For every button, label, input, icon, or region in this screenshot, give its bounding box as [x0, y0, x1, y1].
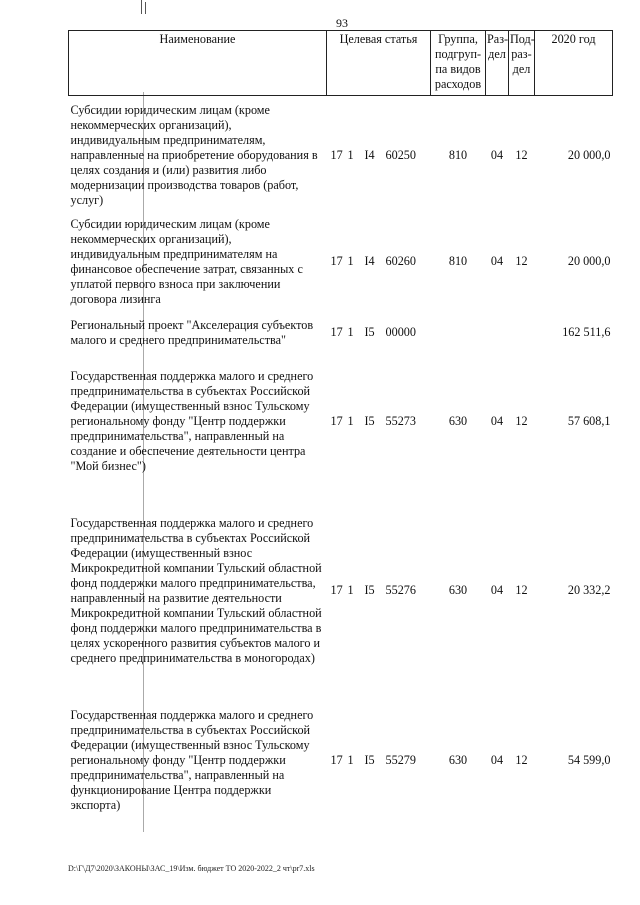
cs-program: 17	[330, 325, 343, 339]
row-amount: 57 608,1	[567, 414, 611, 428]
table-row	[69, 96, 613, 216]
cs-program: 17	[330, 414, 343, 428]
table-row	[69, 216, 613, 308]
cs-program: 17	[330, 753, 343, 767]
cs-subprogram: 1	[347, 254, 354, 268]
scan-artifact-line	[145, 2, 146, 14]
row-group: 630	[448, 583, 468, 597]
row-subsection: 12	[515, 148, 528, 163]
row-section: 04	[490, 753, 504, 767]
row-name: Государственная поддержка малого и среднего предпринимательства в субъектах Российской Федерации (имущественный взнос Тульскому региональному фонду "Центр поддержки предпринимательства", направленный на функционирование Центра поддержки экспорта)	[70, 708, 314, 812]
cs-project: I5	[364, 583, 375, 597]
row-amount: 54 599,0	[567, 753, 611, 767]
cs-project: I5	[364, 414, 375, 428]
header-target-article: Целевая статья	[327, 31, 431, 96]
cs-project: I4	[364, 254, 375, 268]
header-year: 2020 год	[535, 31, 613, 96]
row-name: Субсидии юридическим лицам (кроме некоммерческих организаций), индивидуальным предпринимателям, направленные на приобретение оборудования в целях создания и (или) развития либо модернизации производства товаров (работ, услуг)	[70, 103, 318, 208]
scan-artifact-line	[141, 0, 142, 14]
row-section: 04	[490, 148, 504, 163]
cs-project: I5	[364, 753, 375, 767]
table-row	[69, 696, 613, 826]
row-subsection: 12	[515, 254, 528, 268]
table-row	[69, 308, 613, 358]
cs-direction: 55273	[385, 414, 416, 428]
row-amount: 162 511,6	[562, 325, 611, 339]
row-subsection: 12	[515, 414, 528, 428]
cs-direction: 55276	[385, 583, 416, 597]
row-section: 04	[490, 583, 504, 597]
row-section: 04	[490, 254, 504, 268]
page-number: 93	[336, 16, 348, 30]
cs-subprogram: 1	[347, 148, 354, 163]
row-name: Субсидии юридическим лицам (кроме некоммерческих организаций), индивидуальным предпринимателям на финансовое обеспечение затрат, связанных с уплатой первого взноса при заключении договора лизинга	[70, 216, 303, 306]
cs-program: 17	[330, 148, 343, 163]
cs-program: 17	[330, 254, 343, 268]
row-name: Государственная поддержка малого и среднего предпринимательства в субъектах Российской Федерации (имущественный взнос Микрокредитной компании Тульский областной фонд поддержки малого предпринимательства, направленный на развитие деятельности Микрокредитной компании Тульский областной фонд поддержки малого предпринимательства в целях ускоренного развития субъектов малого и среднего предпринимательства в моногородах)	[70, 515, 322, 665]
header-group: Группа, подгруп-па видов расходов	[431, 31, 486, 96]
row-amount: 20 000,0	[567, 148, 611, 163]
cs-direction: 00000	[385, 325, 416, 339]
row-section	[486, 308, 509, 358]
table-body	[69, 96, 613, 826]
header-subsection: Под-раз-дел	[509, 31, 535, 96]
row-subsection: 12	[515, 583, 528, 597]
header-name: Наименование	[69, 31, 327, 96]
row-group: 810	[448, 148, 468, 163]
row-name: Региональный проект "Акселерация субъектов малого и среднего предпринимательства"	[70, 317, 314, 347]
cs-subprogram: 1	[347, 414, 354, 428]
row-subsection	[509, 308, 535, 358]
cs-subprogram: 1	[347, 753, 354, 767]
row-group: 810	[448, 254, 468, 268]
table-header	[69, 31, 613, 96]
row-group: 630	[448, 414, 468, 428]
row-target-article	[327, 96, 431, 216]
row-target-article	[327, 216, 431, 308]
cs-direction: 55279	[385, 753, 416, 767]
row-target-article	[327, 308, 431, 358]
cs-subprogram: 1	[347, 583, 354, 597]
row-subsection: 12	[515, 753, 528, 767]
row-target-article	[327, 486, 431, 696]
row-name: Государственная поддержка малого и среднего предпринимательства в субъектах Российской Федерации (имущественный взнос Тульскому региональному фонду "Центр поддержки предпринимательства", направленный на создание и обеспечение деятельности центра "Мой бизнес")	[70, 369, 314, 473]
row-amount: 20 332,2	[567, 583, 611, 597]
cs-project: I5	[364, 325, 375, 339]
row-group: 630	[448, 753, 468, 767]
row-target-article	[327, 358, 431, 486]
cs-project: I4	[364, 148, 375, 163]
row-amount: 20 000,0	[567, 254, 611, 268]
row-section: 04	[490, 414, 504, 428]
cs-subprogram: 1	[347, 325, 354, 339]
table-row	[69, 358, 613, 486]
cs-program: 17	[330, 583, 343, 597]
header-section: Раз-дел	[486, 31, 509, 96]
cs-direction: 60260	[385, 254, 416, 268]
cs-direction: 60250	[385, 148, 416, 163]
row-target-article	[327, 696, 431, 826]
budget-table	[68, 30, 613, 826]
table-row	[69, 486, 613, 696]
footer-file-path: D:\Г\Д7\2020\ЗАКОНЫ\ЗАС_19\Изм. бюджет ТО 2020-2022_2 чт\pr7.xls	[68, 864, 315, 873]
row-group	[431, 308, 486, 358]
